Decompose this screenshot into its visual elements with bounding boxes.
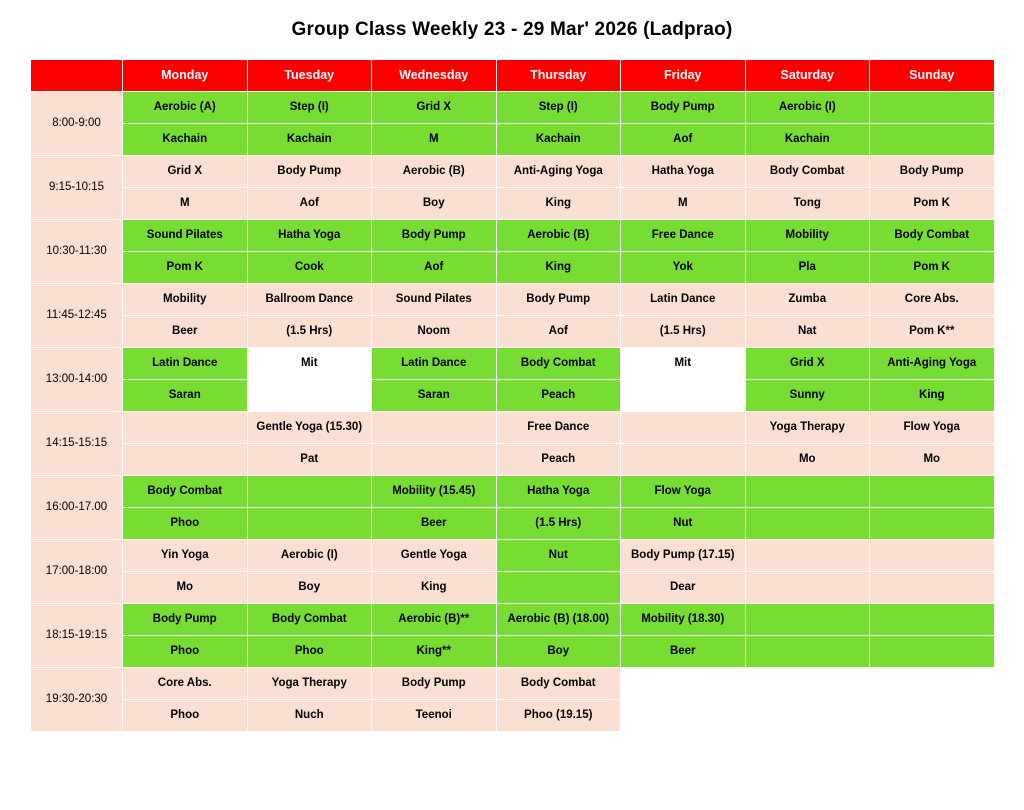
class-name-cell: Flow Yoga — [621, 476, 746, 508]
instructor-cell: Nuch — [247, 700, 372, 732]
class-name-cell: Flow Yoga — [870, 412, 995, 444]
instructor-cell — [745, 572, 870, 604]
instructor-cell — [870, 636, 995, 668]
class-name-cell: Hatha Yoga — [247, 220, 372, 252]
class-name-cell: Step (I) — [496, 92, 621, 124]
instructor-cell: King — [372, 572, 497, 604]
class-name-cell: Mobility — [745, 220, 870, 252]
class-name-cell — [870, 668, 995, 700]
schedule-table-wrapper — [30, 59, 994, 732]
instructor-cell: (1.5 Hrs) — [496, 508, 621, 540]
instructor-cell — [745, 508, 870, 540]
instructor-cell — [247, 508, 372, 540]
instructor-cell: King — [870, 380, 995, 412]
class-name-cell: Hatha Yoga — [621, 156, 746, 188]
instructor-cell: Yok — [621, 252, 746, 284]
header-day-sunday: Sunday — [870, 60, 995, 92]
instructor-cell — [745, 636, 870, 668]
schedule-row-instructor — [31, 444, 995, 476]
class-name-cell — [621, 668, 746, 700]
header-day-tuesday: Tuesday — [247, 60, 372, 92]
header-day-thursday: Thursday — [496, 60, 621, 92]
time-slot-label: 9:15-10:15 — [31, 156, 123, 220]
class-name-cell: Body Combat — [496, 348, 621, 380]
class-name-cell — [123, 412, 248, 444]
class-name-cell — [621, 412, 746, 444]
instructor-cell: Phoo (19.15) — [496, 700, 621, 732]
schedule-row-class — [31, 284, 995, 316]
schedule-row-instructor — [31, 124, 995, 156]
schedule-row-class — [31, 348, 995, 380]
instructor-cell: King** — [372, 636, 497, 668]
instructor-cell — [870, 508, 995, 540]
instructor-cell: Aof — [621, 124, 746, 156]
class-name-cell: Body Pump — [372, 668, 497, 700]
time-slot-label: 10:30-11:30 — [31, 220, 123, 284]
instructor-cell: M — [621, 188, 746, 220]
class-name-cell: Aerobic (B) — [496, 220, 621, 252]
time-slot-label: 18:15-19:15 — [31, 604, 123, 668]
instructor-cell: Pat — [247, 444, 372, 476]
schedule-row-instructor — [31, 252, 995, 284]
class-name-cell: Yoga Therapy — [745, 412, 870, 444]
instructor-cell: (1.5 Hrs) — [621, 316, 746, 348]
class-name-cell — [745, 476, 870, 508]
instructor-cell: Beer — [123, 316, 248, 348]
instructor-cell: Kachain — [496, 124, 621, 156]
class-name-cell: Mit — [621, 348, 746, 380]
schedule-row-class — [31, 668, 995, 700]
instructor-cell — [870, 700, 995, 732]
instructor-cell: Nut — [621, 508, 746, 540]
instructor-cell: M — [372, 124, 497, 156]
instructor-cell: Boy — [496, 636, 621, 668]
class-name-cell — [247, 476, 372, 508]
instructor-cell: Peach — [496, 444, 621, 476]
instructor-cell — [621, 444, 746, 476]
instructor-cell: King — [496, 188, 621, 220]
class-name-cell: Yoga Therapy — [247, 668, 372, 700]
header-day-saturday: Saturday — [745, 60, 870, 92]
schedule-row-class — [31, 156, 995, 188]
time-slot-label: 16:00-17.00 — [31, 476, 123, 540]
schedule-row-class — [31, 540, 995, 572]
instructor-cell: Kachain — [123, 124, 248, 156]
class-name-cell: Core Abs. — [870, 284, 995, 316]
table-body — [31, 92, 995, 732]
schedule-row-instructor — [31, 380, 995, 412]
class-name-cell: Anti-Aging Yoga — [496, 156, 621, 188]
instructor-cell: Kachain — [247, 124, 372, 156]
instructor-cell: King — [496, 252, 621, 284]
instructor-cell: Saran — [123, 380, 248, 412]
class-name-cell: Sound Pilates — [123, 220, 248, 252]
time-slot-label: 11:45-12:45 — [31, 284, 123, 348]
table-header — [31, 60, 995, 92]
class-name-cell — [870, 540, 995, 572]
time-slot-label: 8:00-9:00 — [31, 92, 123, 156]
class-name-cell: Sound Pilates — [372, 284, 497, 316]
class-name-cell: Body Pump — [123, 604, 248, 636]
class-name-cell: Gentle Yoga (15.30) — [247, 412, 372, 444]
instructor-cell — [247, 380, 372, 412]
instructor-cell: Aof — [247, 188, 372, 220]
class-name-cell — [870, 604, 995, 636]
class-name-cell: Nut — [496, 540, 621, 572]
schedule-row-class — [31, 92, 995, 124]
instructor-cell — [372, 444, 497, 476]
time-slot-label: 14:15-15:15 — [31, 412, 123, 476]
schedule-row-class — [31, 412, 995, 444]
class-name-cell: Aerobic (I) — [745, 92, 870, 124]
instructor-cell: Pla — [745, 252, 870, 284]
class-name-cell — [745, 668, 870, 700]
class-name-cell — [870, 476, 995, 508]
class-name-cell: Grid X — [745, 348, 870, 380]
time-slot-label: 17:00-18:00 — [31, 540, 123, 604]
schedule-row-class — [31, 220, 995, 252]
instructor-cell: Phoo — [123, 508, 248, 540]
instructor-cell: Boy — [372, 188, 497, 220]
instructor-cell — [745, 700, 870, 732]
class-name-cell: Mobility — [123, 284, 248, 316]
class-name-cell — [870, 92, 995, 124]
class-name-cell: Body Pump — [372, 220, 497, 252]
class-name-cell: Body Pump — [621, 92, 746, 124]
class-name-cell: Body Combat — [745, 156, 870, 188]
class-name-cell — [745, 604, 870, 636]
instructor-cell: Pom K — [870, 188, 995, 220]
class-name-cell: Body Pump — [247, 156, 372, 188]
schedule-page — [0, 19, 1024, 810]
class-name-cell: Body Combat — [496, 668, 621, 700]
schedule-row-instructor — [31, 636, 995, 668]
time-slot-label: 19:30-20:30 — [31, 668, 123, 732]
instructor-cell: Mo — [745, 444, 870, 476]
header-day-monday: Monday — [123, 60, 248, 92]
class-name-cell: Aerobic (B) — [372, 156, 497, 188]
class-name-cell — [372, 412, 497, 444]
instructor-cell: Phoo — [123, 636, 248, 668]
class-name-cell: Gentle Yoga — [372, 540, 497, 572]
instructor-cell: M — [123, 188, 248, 220]
schedule-row-instructor — [31, 508, 995, 540]
schedule-row-class — [31, 604, 995, 636]
instructor-cell: Aof — [372, 252, 497, 284]
class-name-cell: Yin Yoga — [123, 540, 248, 572]
instructor-cell: Peach — [496, 380, 621, 412]
instructor-cell — [870, 124, 995, 156]
instructor-cell — [123, 444, 248, 476]
instructor-cell: Beer — [621, 636, 746, 668]
instructor-cell: Phoo — [123, 700, 248, 732]
weekly-schedule-table — [30, 59, 995, 732]
instructor-cell: Phoo — [247, 636, 372, 668]
instructor-cell: Sunny — [745, 380, 870, 412]
class-name-cell: Mit — [247, 348, 372, 380]
time-slot-label: 13:00-14:00 — [31, 348, 123, 412]
class-name-cell: Free Dance — [621, 220, 746, 252]
class-name-cell: Mobility (18.30) — [621, 604, 746, 636]
class-name-cell: Grid X — [372, 92, 497, 124]
instructor-cell — [621, 380, 746, 412]
instructor-cell: (1.5 Hrs) — [247, 316, 372, 348]
class-name-cell: Body Combat — [123, 476, 248, 508]
class-name-cell: Body Pump — [870, 156, 995, 188]
class-name-cell: Latin Dance — [123, 348, 248, 380]
schedule-row-instructor — [31, 188, 995, 220]
schedule-row-instructor — [31, 700, 995, 732]
instructor-cell: Teenoi — [372, 700, 497, 732]
class-name-cell: Aerobic (A) — [123, 92, 248, 124]
header-row — [31, 60, 995, 92]
instructor-cell: Boy — [247, 572, 372, 604]
class-name-cell: Body Combat — [870, 220, 995, 252]
class-name-cell: Step (I) — [247, 92, 372, 124]
class-name-cell: Ballroom Dance — [247, 284, 372, 316]
class-name-cell: Aerobic (B) (18.00) — [496, 604, 621, 636]
schedule-row-instructor — [31, 316, 995, 348]
class-name-cell: Core Abs. — [123, 668, 248, 700]
instructor-cell: Mo — [870, 444, 995, 476]
instructor-cell: Kachain — [745, 124, 870, 156]
class-name-cell: Anti-Aging Yoga — [870, 348, 995, 380]
schedule-row-class — [31, 476, 995, 508]
page-title: Group Class Weekly 23 - 29 Mar' 2026 (Ladprao) — [291, 19, 733, 40]
class-name-cell: Latin Dance — [621, 284, 746, 316]
schedule-row-instructor — [31, 572, 995, 604]
instructor-cell: Dear — [621, 572, 746, 604]
instructor-cell — [870, 572, 995, 604]
class-name-cell: Body Pump (17.15) — [621, 540, 746, 572]
header-day-friday: Friday — [621, 60, 746, 92]
instructor-cell: Nat — [745, 316, 870, 348]
instructor-cell: Pom K — [870, 252, 995, 284]
instructor-cell: Saran — [372, 380, 497, 412]
instructor-cell: Pom K** — [870, 316, 995, 348]
class-name-cell: Body Pump — [496, 284, 621, 316]
instructor-cell: Mo — [123, 572, 248, 604]
class-name-cell: Latin Dance — [372, 348, 497, 380]
class-name-cell: Zumba — [745, 284, 870, 316]
class-name-cell: Aerobic (B)** — [372, 604, 497, 636]
class-name-cell: Body Combat — [247, 604, 372, 636]
instructor-cell: Cook — [247, 252, 372, 284]
instructor-cell: Aof — [496, 316, 621, 348]
class-name-cell — [745, 540, 870, 572]
header-day-wednesday: Wednesday — [372, 60, 497, 92]
instructor-cell: Pom K — [123, 252, 248, 284]
class-name-cell: Free Dance — [496, 412, 621, 444]
instructor-cell: Noom — [372, 316, 497, 348]
class-name-cell: Hatha Yoga — [496, 476, 621, 508]
class-name-cell: Grid X — [123, 156, 248, 188]
instructor-cell — [621, 700, 746, 732]
header-corner — [31, 60, 123, 92]
class-name-cell: Mobility (15.45) — [372, 476, 497, 508]
instructor-cell: Beer — [372, 508, 497, 540]
class-name-cell: Aerobic (I) — [247, 540, 372, 572]
instructor-cell: Tong — [745, 188, 870, 220]
instructor-cell — [496, 572, 621, 604]
